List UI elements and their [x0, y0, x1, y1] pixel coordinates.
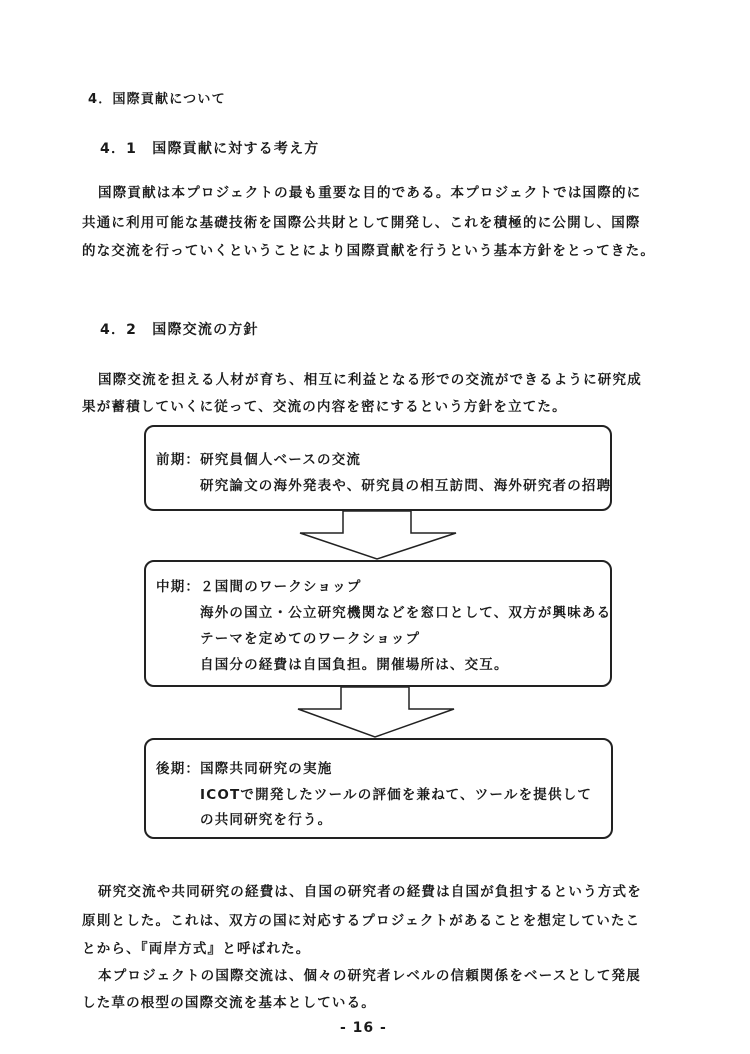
flow-box-title: 後期：国際共同研究の実施: [156, 761, 333, 777]
flow-box-late: [144, 738, 613, 839]
subsection-heading-4-1: 4．1 国際貢献に対する考え方: [100, 141, 320, 157]
paragraph-line: 研究交流や共同研究の経費は、自国の研究者の経費は自国が負担するという方式を: [98, 884, 642, 900]
flow-box-line: の共同研究を行う。: [200, 812, 333, 828]
paragraph-line: とから、『両岸方式』と呼ばれた。: [82, 941, 311, 957]
flow-box-title: 中期：２国間のワークショップ: [156, 579, 362, 595]
section-heading: 4．国際貢献について: [88, 92, 226, 107]
flow-box-line: ICOTで開発したツールの評価を兼ねて、ツールを提供して: [200, 787, 593, 803]
flow-box-line: 研究論文の海外発表や、研究員の相互訪問、海外研究者の招聘: [200, 478, 612, 494]
flow-box-title: 前期：研究員個人ベースの交流: [156, 452, 362, 468]
flow-box-line: 海外の国立・公立研究機関などを窓口として、双方が興味ある: [200, 605, 612, 621]
paragraph-line: 原則とした。これは、双方の国に対応するプロジェクトがあることを想定していたこ: [82, 913, 641, 929]
paragraph-line: 果が蓄積していくに従って、交流の内容を密にするという方針を立てた。: [82, 399, 567, 415]
flow-box-line: 自国分の経費は自国負担。開催場所は、交互。: [200, 657, 509, 673]
paragraph-line: 的な交流を行っていくということにより国際貢献を行うという基本方針をとってきた。: [82, 243, 656, 259]
paragraph-line: 国際貢献は本プロジェクトの最も重要な目的である。本プロジェクトでは国際的に: [98, 185, 642, 201]
subsection-heading-4-2: 4．2 国際交流の方針: [100, 322, 259, 338]
flow-box-early: [144, 425, 612, 511]
down-arrow-icon: [298, 511, 458, 561]
down-arrow-icon: [296, 687, 456, 739]
flow-box-middle: [144, 560, 612, 687]
paragraph-line: 国際交流を担える人材が育ち、相互に利益となる形での交流ができるように研究成: [98, 372, 642, 388]
flow-box-line: テーマを定めてのワークショップ: [200, 631, 421, 647]
page-number: - 16 -: [340, 1020, 387, 1036]
paragraph-line: 共通に利用可能な基礎技術を国際公共財として開発し、これを積極的に公開し、国際: [82, 215, 641, 231]
paragraph-line: した草の根型の国際交流を基本としている。: [82, 995, 376, 1011]
paragraph-line: 本プロジェクトの国際交流は、個々の研究者レベルの信頼関係をベースとして発展: [98, 968, 641, 984]
